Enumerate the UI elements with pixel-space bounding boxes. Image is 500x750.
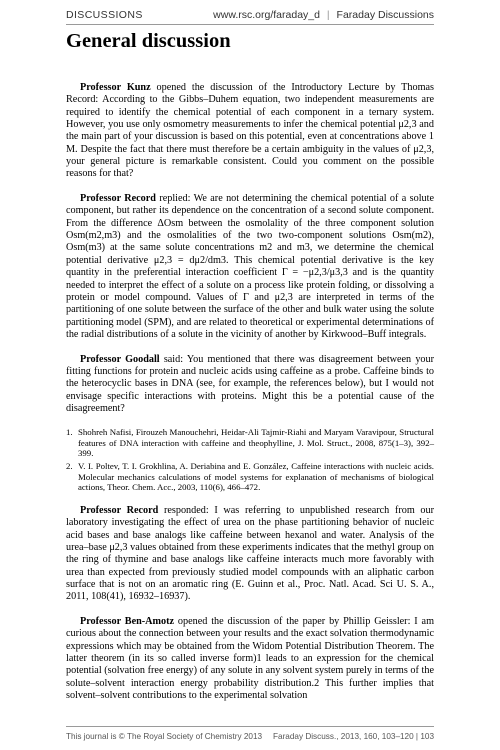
journal-url[interactable]: www.rsc.org/faraday_d xyxy=(213,9,320,21)
citation-page: Faraday Discuss., 2013, 160, 103–120 | 103 xyxy=(273,732,434,741)
paragraph-text: said: You mentioned that there was disagreement between your fitting functions for protein and nucleic acids using caffeine as a probe. Caffeine binds to the heterocyclic bases in DNA (see, for example, the references below), but I would not envisage specific interactions with proteins. Might this be a potential cause of the disagreement? xyxy=(66,353,434,414)
reference-text[interactable]: Shohreh Nafisi, Firouzeh Manouchehri, Heidar-Ali Tajmir-Riahi and Maryam Varavipour, Structural features of DNA interaction with caffeine and theophylline, J. Mol. Struct., 2008, 875(1–3), 392–399. xyxy=(78,427,434,459)
reference-text[interactable]: V. I. Poltev, T. I. Grokhlina, A. Deriabina and E. González, Caffeine interactions with nucleic acids. Molecular mechanics calculations of model systems for explanation of mechanisms of biological actions, Theor. Chem. Acc., 2003, 110(6), 466–472. xyxy=(78,461,434,493)
journal-name: Faraday Discussions xyxy=(336,9,434,21)
reference-number: 1. xyxy=(66,427,73,438)
footer-rule xyxy=(66,726,434,727)
speaker-name: Professor Record xyxy=(80,504,159,516)
paragraph xyxy=(66,616,434,702)
header-separator: | xyxy=(326,9,330,21)
article-body xyxy=(66,82,434,702)
speaker-name: Professor Kunz xyxy=(80,82,151,93)
page-title: General discussion xyxy=(66,30,231,52)
paragraph-text: opened the discussion of the paper by Phillip Geissler: I am curious about the connection between your results and the exact solvation thermodynamic expressions which may be obtained from the Widom Potential Distribution Theorem. The latter theorem (in its so called inverse form)1 leads to an expression for the chemical potential (solvation free energy) of any solute in any solvent system purely in terms of the solute–solvent interaction energy probability distribution.2 This further implies that solvent–solvent contributions to the experimental solvation xyxy=(66,615,435,701)
section-label: DISCUSSIONS xyxy=(66,9,143,21)
reference-list xyxy=(66,427,434,493)
header-rule xyxy=(66,24,434,25)
journal-info xyxy=(213,9,434,21)
running-header xyxy=(66,5,434,23)
paragraph xyxy=(66,505,434,604)
reference-number: 2. xyxy=(66,461,73,472)
paragraph xyxy=(66,82,434,181)
speaker-name: Professor Record xyxy=(80,193,156,205)
paragraph-text: responded: I was referring to unpublished research from our laboratory investigating the effect of urea on the phase partitioning behavior of nucleic acid bases and base analogs like caffeine between hexanol and water. Analysis of the urea–base μ2,3 values obtained from these experiments indicates that the methyl group on the ring of thymine and base analogs like caffeine interacts much more favorably with urea than expected from previously studied model compounds with an aliphatic carbon surface that is not on an aromatic ring (E. Guinn et al., Proc. Natl. Acad. Sci U. S. A., 2011, 108(41), 16932–16937). xyxy=(66,504,434,603)
reference-item xyxy=(66,427,434,459)
paragraph-text: opened the discussion of the Introductory Lecture by Thomas Record: According to the Gibbs–Duhem equation, two independent measurements are required to identify the chemical potential of each component in a ternary system. However, you use only osmometry measurements to infer the chemical potential μ2,3 and the main part of your discussion is based on this potential, even at concentrations above 1 M. Despite the fact that there must therefore be a certain ambiguity in the values of μ2,3, your general picture is remarkable consistent. Could you comment on the possible reasons for that? xyxy=(66,82,434,180)
paragraph-text: replied: We are not determining the chemical potential of a solute component, but rather its dependence on the concentration of a second solute component. From the difference ΔOsm between the osmolality of the three component solution Osm(m2,m3) and the osmolalities of the two two-component solutions Osm(m2), Osm(m3) at the same solute concentrations m2 and m3, we determine the chemical potential derivative μ2,3 = dμ2/dm3. This chemical potential derivative is the key quantity in the preferential interaction coefficient Γ = −μ2,3/μ3,3 and is the quantity needed to interpret the effect of a solute on a process like protein folding, or dissolving a protein or model compound. Values of Γ and μ2,3 are interpreted in terms of the partitioning of one solute between the surface of the other and bulk water using the solute partitioning model (SPM), and are related to theoretical or experimental determinations of the radial distributions of a solute in the vicinity of another by Kirkwood–Buff integrals. xyxy=(66,193,434,340)
copyright-note: This journal is © The Royal Society of Chemistry 2013 xyxy=(66,732,263,741)
speaker-name: Professor Ben-Amotz xyxy=(80,615,175,627)
reference-item xyxy=(66,461,434,493)
paragraph xyxy=(66,193,434,341)
paragraph xyxy=(66,354,434,416)
speaker-name: Professor Goodall xyxy=(80,353,160,365)
